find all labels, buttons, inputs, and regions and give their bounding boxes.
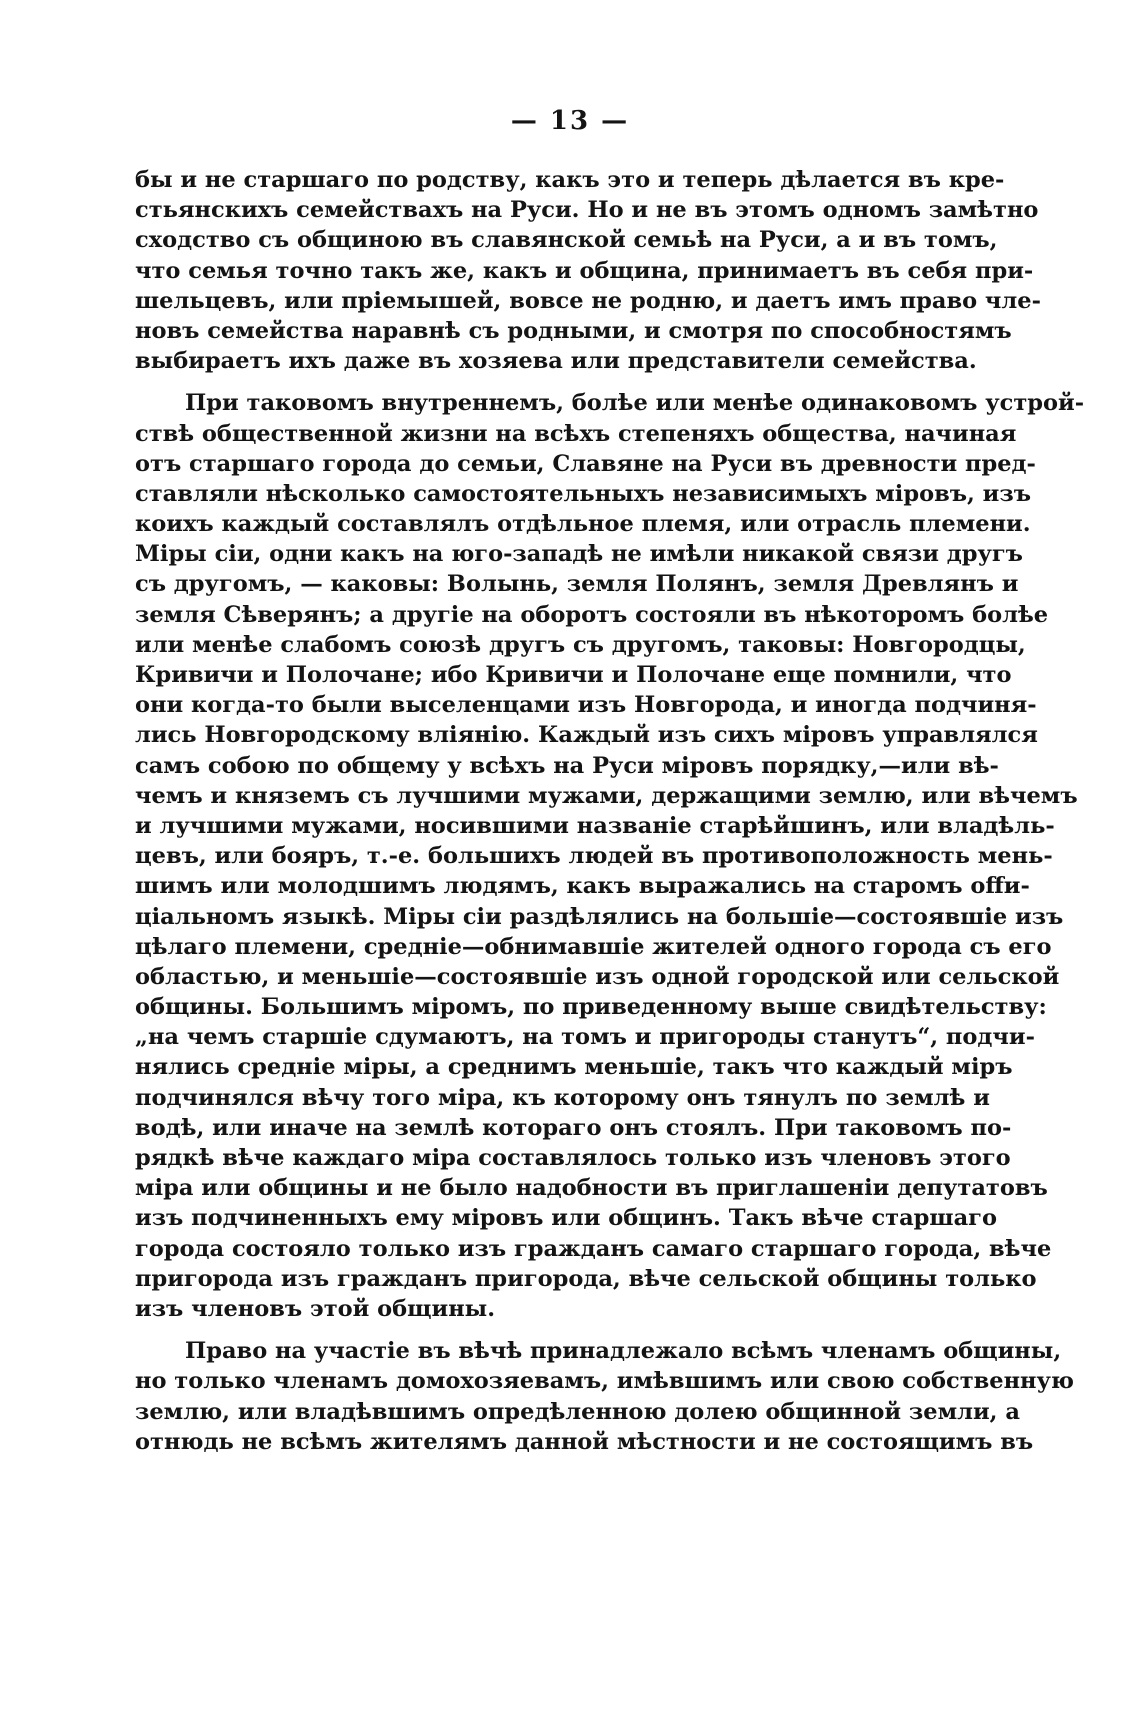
page-number: — 13 — (510, 106, 630, 136)
text-line: ціальномъ языкѣ. Міры сіи раздѣлялись на большіе—состоявшіе изъ (135, 903, 1064, 930)
paragraph (135, 388, 1085, 1324)
text-line: новъ семейства наравнѣ съ родными, и смотря по способностямъ (135, 317, 1012, 344)
text-line: Міры сіи, одни какъ на юго-западѣ не имѣли никакой связи другъ (135, 541, 1023, 568)
text-line: шельцевъ, или пріемышей, вовсе не родню, и даетъ имъ право чле- (135, 287, 1041, 314)
text-line: сходство съ общиною въ славянской семьѣ на Руси, а и въ томъ, (135, 227, 998, 254)
text-line: бы и не старшаго по родству, какъ это и теперь дѣлается въ кре- (135, 167, 1005, 193)
text-line: изъ подчиненныхъ ему міровъ или общинъ. Такъ вѣче старшаго (135, 1205, 997, 1232)
paragraph-gap (135, 1324, 990, 1336)
text-line: они когда-то были выселенцами изъ Новгорода, и иногда подчиня- (135, 692, 1037, 719)
text-line: и лучшими мужами, носившими названіе старѣйшинъ, или владѣль- (135, 812, 1055, 839)
paragraph (135, 1336, 1075, 1457)
text-line: Кривичи и Полочане; ибо Кривичи и Полочане еще помнили, что (135, 662, 1012, 688)
text-line: или менѣе слабомъ союзѣ другъ съ другомъ, таковы: Новгородцы, (135, 631, 1026, 658)
text-line: При таковомъ внутреннемъ, болѣе или менѣе одинаковомъ устрой- (185, 390, 1085, 417)
text-line: цѣлаго племени, средніе—обнимавшіе жителей одного города съ его (135, 933, 1052, 960)
text-line: отъ старшаго города до семьи, Славяне на Руси въ древности пред- (135, 450, 1036, 477)
text-line: лись Новгородскому вліянію. Каждый изъ сихъ міровъ управлялся (135, 722, 1038, 749)
text-line: пригорода изъ гражданъ пригорода, вѣче сельской общины только (135, 1265, 1037, 1292)
text-line: водѣ, или иначе на землѣ котораго онъ стоялъ. При таковомъ по- (135, 1114, 1012, 1141)
text-line: земля Сѣверянъ; а другіе на оборотъ состояли въ нѣкоторомъ болѣе (135, 601, 1049, 628)
text-line: съ другомъ, — каковы: Волынь, земля Полянъ, земля Древлянъ и (135, 571, 1019, 598)
paragraph-gap (135, 376, 990, 388)
text-line: изъ членовъ этой общины. (135, 1295, 496, 1322)
text-line: самъ собою по общему у всѣхъ на Руси міровъ порядку,—или вѣ- (135, 752, 999, 779)
text-line: ставляли нѣсколько самостоятельныхъ независимыхъ міровъ, изъ (135, 480, 1031, 507)
text-line: города состояло только изъ гражданъ самаго старшаго города, вѣче (135, 1235, 1052, 1262)
text-line: коихъ каждый составлялъ отдѣльное племя, или отрасль племени. (135, 511, 1031, 538)
text-line: міра или общины и не было надобности въ приглашеніи депутатовъ (135, 1175, 1048, 1202)
text-line: стьянскихъ семействахъ на Руси. Но и не въ этомъ одномъ замѣтно (135, 197, 1039, 224)
text-line: рядкѣ вѣче каждаго міра составлялось только изъ членовъ этого (135, 1145, 1011, 1171)
text-line: общины. Большимъ міромъ, по приведенному выше свидѣтельству: (135, 994, 1047, 1021)
paragraph (135, 165, 1041, 376)
text-line: землю, или владѣвшимъ опредѣленною долею общинной земли, а (135, 1398, 1020, 1425)
text-line: цевъ, или бояръ, т.-е. большихъ людей въ противоположность мень- (135, 843, 1053, 870)
text-line: выбираетъ ихъ даже въ хозяева или представители семейства. (135, 348, 977, 375)
text-line: нялись средніе міры, а среднимъ меньшіе, такъ что каждый міръ (135, 1054, 1013, 1081)
text-line: „на чемъ старшіе сдумаютъ, на томъ и пригороды станутъ“, подчи- (135, 1024, 1035, 1051)
text-line: отнюдь не всѣмъ жителямъ данной мѣстности и не состоящимъ въ (135, 1428, 1034, 1455)
text-line: шимъ или молодшимъ людямъ, какъ выражались на старомъ offи- (135, 873, 1030, 900)
text-line: Право на участіе въ вѣчѣ принадлежало всѣмъ членамъ общины, (185, 1338, 1062, 1365)
text-line: что семья точно такъ же, какъ и община, принимаетъ въ себя при- (135, 257, 1034, 284)
text-line: областью, и меньшіе—состоявшіе изъ одной городской или сельской (135, 963, 1060, 990)
text-line: но только членамъ домохозяевамъ, имѣвшимъ или свою собственную (135, 1368, 1075, 1395)
body-text (135, 165, 1085, 1457)
text-line: подчинялся вѣчу того міра, къ которому онъ тянулъ по землѣ и (135, 1084, 990, 1111)
text-line: чемъ и княземъ съ лучшими мужами, держащими землю, или вѣчемъ (135, 782, 1078, 809)
text-line: ствѣ общественной жизни на всѣхъ степеняхъ общества, начиная (135, 420, 1017, 447)
